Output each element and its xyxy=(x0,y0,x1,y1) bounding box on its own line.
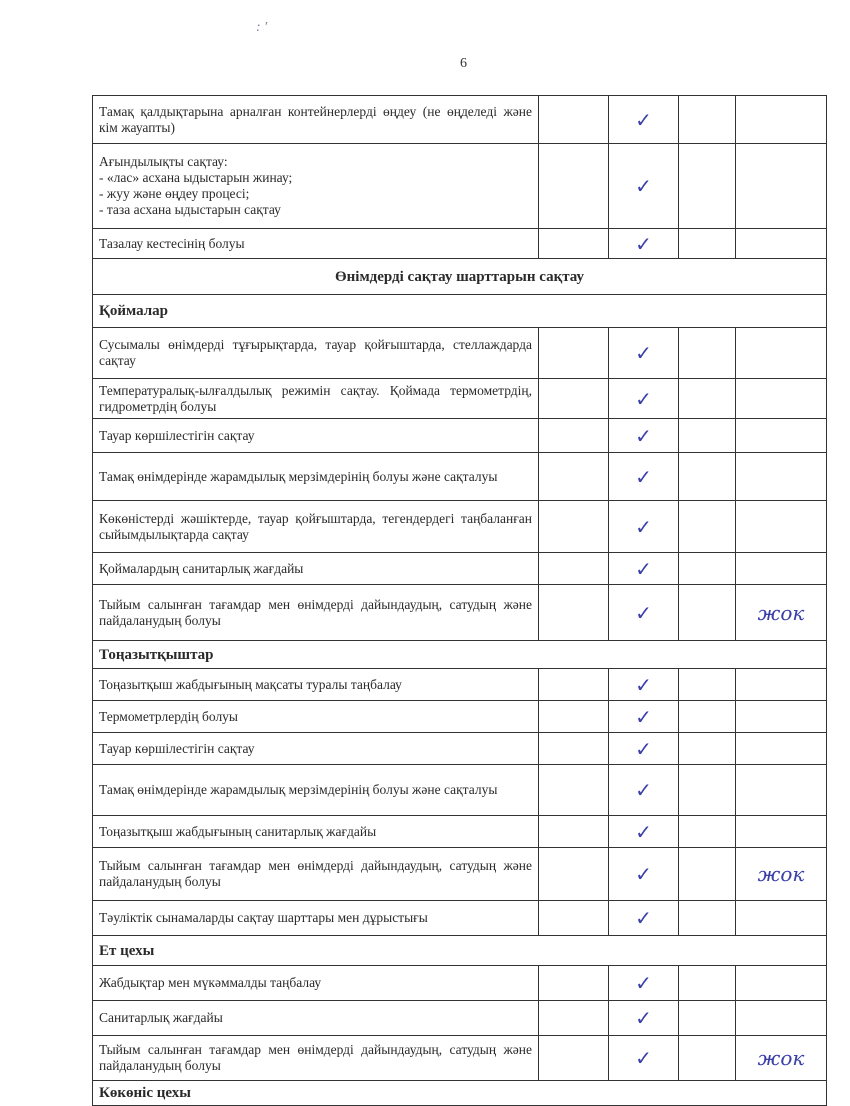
check-cell xyxy=(609,96,679,144)
column-blank-1 xyxy=(539,1001,609,1036)
column-blank-1 xyxy=(539,585,609,641)
requirement-text: Тауар көршілестігін сақтау xyxy=(93,733,539,765)
checkmark-icon: ✓ xyxy=(635,672,652,697)
note-cell xyxy=(736,901,827,936)
check-cell xyxy=(609,669,679,701)
checklist-row xyxy=(93,501,827,553)
checkmark-icon: ✓ xyxy=(635,174,652,198)
requirement-text: Санитарлық жағдайы xyxy=(93,1001,539,1036)
subsection-header-row xyxy=(93,295,827,328)
checkmark-icon: ✓ xyxy=(635,1006,652,1030)
column-blank-2 xyxy=(679,229,736,259)
checklist-row xyxy=(93,96,827,144)
column-blank-2 xyxy=(679,816,736,848)
check-cell xyxy=(609,901,679,936)
subsection-title: Қоймалар xyxy=(93,295,827,328)
checkmark-icon: ✓ xyxy=(635,423,652,448)
column-blank-2 xyxy=(679,453,736,501)
note-cell xyxy=(736,701,827,733)
check-cell xyxy=(609,816,679,848)
checklist-row xyxy=(93,765,827,816)
column-blank-1 xyxy=(539,733,609,765)
column-blank-2 xyxy=(679,96,736,144)
checkmark-icon: ✓ xyxy=(635,600,652,625)
column-blank-2 xyxy=(679,379,736,419)
checklist-row xyxy=(93,669,827,701)
column-blank-2 xyxy=(679,669,736,701)
column-blank-2 xyxy=(679,501,736,553)
column-blank-2 xyxy=(679,419,736,453)
note-cell xyxy=(736,328,827,379)
note-cell xyxy=(736,765,827,816)
subsection-header-row xyxy=(93,641,827,669)
checkmark-icon: ✓ xyxy=(635,464,652,489)
check-cell xyxy=(609,765,679,816)
checklist-row xyxy=(93,701,827,733)
requirement-text: Қоймалардың санитарлық жағдайы xyxy=(93,553,539,585)
check-cell xyxy=(609,848,679,901)
requirement-text: Жабдықтар мен мүкәммалды таңбалау xyxy=(93,966,539,1001)
checkmark-icon: ✓ xyxy=(635,1046,652,1070)
column-blank-1 xyxy=(539,816,609,848)
checkmark-icon: ✓ xyxy=(635,704,652,729)
checkmark-icon: ✓ xyxy=(635,862,652,886)
checkmark-icon: ✓ xyxy=(635,778,652,802)
column-blank-1 xyxy=(539,501,609,553)
checklist-row xyxy=(93,848,827,901)
column-blank-1 xyxy=(539,144,609,229)
requirement-text: Көкөністерді жәшіктерде, тауар қойғыштарда, тегендердегі таңбаланған сыйымдылықтарда сақтау xyxy=(93,501,539,553)
checklist-row xyxy=(93,379,827,419)
check-cell xyxy=(609,229,679,259)
checklist-row xyxy=(93,585,827,641)
requirement-text: Тамақ өнімдерінде жарамдылық мерзімдерінің болуы және сақталуы xyxy=(93,453,539,501)
note-cell xyxy=(736,816,827,848)
subsection-header-row xyxy=(93,1081,827,1106)
check-cell xyxy=(609,501,679,553)
check-cell xyxy=(609,453,679,501)
note-cell: жок xyxy=(736,585,827,641)
check-cell xyxy=(609,733,679,765)
note-cell xyxy=(736,229,827,259)
checkmark-icon: ✓ xyxy=(635,107,652,132)
requirement-text: Тыйым салынған тағамдар мен өнімдерді дайындаудың, сатудың және пайдаланудың болуы xyxy=(93,1036,539,1081)
check-cell xyxy=(609,585,679,641)
column-blank-1 xyxy=(539,701,609,733)
section-header-row xyxy=(93,259,827,295)
checklist-row xyxy=(93,328,827,379)
subsection-header-row xyxy=(93,936,827,966)
requirement-text: Ағындылықты сақтау: - «лас» асхана ыдыстарын жинау; - жуу және өңдеу процесі; - таза асхана ыдыстарын сақтау xyxy=(93,144,539,229)
column-blank-1 xyxy=(539,1036,609,1081)
check-cell xyxy=(609,144,679,229)
section-title: Өнімдерді сақтау шарттарын сақтау xyxy=(93,259,827,295)
column-blank-2 xyxy=(679,765,736,816)
note-cell: жок xyxy=(736,848,827,901)
checklist-row xyxy=(93,229,827,259)
page-number: 6 xyxy=(460,56,467,71)
requirement-text: Тәуліктік сынамаларды сақтау шарттары мен дұрыстығы xyxy=(93,901,539,936)
column-blank-2 xyxy=(679,328,736,379)
subsection-title: Көкөніс цехы xyxy=(93,1081,827,1106)
column-blank-2 xyxy=(679,733,736,765)
check-cell xyxy=(609,966,679,1001)
column-blank-1 xyxy=(539,419,609,453)
check-cell xyxy=(609,419,679,453)
column-blank-2 xyxy=(679,966,736,1001)
column-blank-1 xyxy=(539,848,609,901)
column-blank-2 xyxy=(679,1001,736,1036)
checklist-row xyxy=(93,144,827,229)
requirement-text: Тыйым салынған тағамдар мен өнімдерді дайындаудың, сатудың және пайдаланудың болуы xyxy=(93,585,539,641)
column-blank-2 xyxy=(679,848,736,901)
column-blank-2 xyxy=(679,901,736,936)
checkmark-icon: ✓ xyxy=(635,819,652,844)
column-blank-2 xyxy=(679,1036,736,1081)
checklist-row xyxy=(93,733,827,765)
checkmark-icon: ✓ xyxy=(635,386,652,411)
checklist-row xyxy=(93,966,827,1001)
note-cell xyxy=(736,144,827,229)
checklist-row xyxy=(93,901,827,936)
column-blank-1 xyxy=(539,669,609,701)
note-cell xyxy=(736,453,827,501)
column-blank-2 xyxy=(679,585,736,641)
requirement-text: Тауар көршілестігін сақтау xyxy=(93,419,539,453)
checklist-row xyxy=(93,816,827,848)
column-blank-1 xyxy=(539,328,609,379)
checklist-row xyxy=(93,419,827,453)
column-blank-1 xyxy=(539,96,609,144)
requirement-text: Тоңазытқыш жабдығының санитарлық жағдайы xyxy=(93,816,539,848)
check-cell xyxy=(609,1036,679,1081)
note-cell xyxy=(736,96,827,144)
checkmark-icon: ✓ xyxy=(635,341,652,365)
requirement-text: Тыйым салынған тағамдар мен өнімдерді дайындаудың, сатудың және пайдаланудың болуы xyxy=(93,848,539,901)
subsection-title: Тоңазытқыштар xyxy=(93,641,827,669)
note-cell xyxy=(736,501,827,553)
column-blank-1 xyxy=(539,553,609,585)
check-cell xyxy=(609,701,679,733)
checkmark-icon: ✓ xyxy=(635,971,652,995)
column-blank-1 xyxy=(539,379,609,419)
column-blank-1 xyxy=(539,229,609,259)
note-cell: жок xyxy=(736,1036,827,1081)
checkmark-icon: ✓ xyxy=(635,514,652,539)
checklist-row xyxy=(93,453,827,501)
check-cell xyxy=(609,379,679,419)
note-cell xyxy=(736,379,827,419)
checklist-row xyxy=(93,1001,827,1036)
requirement-text: Тазалау кестесінің болуы xyxy=(93,229,539,259)
subsection-title: Ет цехы xyxy=(93,936,827,966)
requirement-text: Сусымалы өнімдерді тұғырықтарда, тауар қойғыштарда, стеллаждарда сақтау xyxy=(93,328,539,379)
column-blank-1 xyxy=(539,901,609,936)
column-blank-2 xyxy=(679,144,736,229)
column-blank-1 xyxy=(539,966,609,1001)
note-cell xyxy=(736,1001,827,1036)
requirement-text: Тамақ өнімдерінде жарамдылық мерзімдерінің болуы және сақталуы xyxy=(93,765,539,816)
check-cell xyxy=(609,328,679,379)
note-cell xyxy=(736,733,827,765)
requirement-text: Термометрлердің болуы xyxy=(93,701,539,733)
requirement-text: Температуралық-ылғалдылық режимін сақтау. Қоймада термометрдің, гидрометрдің болуы xyxy=(93,379,539,419)
check-cell xyxy=(609,553,679,585)
inspection-checklist-table xyxy=(92,95,827,1106)
checkmark-icon: ✓ xyxy=(635,231,652,256)
note-cell xyxy=(736,419,827,453)
note-cell xyxy=(736,966,827,1001)
checkmark-icon: ✓ xyxy=(635,736,652,761)
check-cell xyxy=(609,1001,679,1036)
column-blank-1 xyxy=(539,453,609,501)
column-blank-2 xyxy=(679,701,736,733)
pen-scribble: : ′ xyxy=(256,20,268,35)
requirement-text: Тоңазытқыш жабдығының мақсаты туралы таңбалау xyxy=(93,669,539,701)
checkmark-icon: ✓ xyxy=(635,906,652,930)
note-cell xyxy=(736,669,827,701)
requirement-text: Тамақ қалдықтарына арналған контейнерлерді өңдеу (не өңделеді және кім жауапты) xyxy=(93,96,539,144)
column-blank-2 xyxy=(679,553,736,585)
column-blank-1 xyxy=(539,765,609,816)
checklist-row xyxy=(93,1036,827,1081)
checkmark-icon: ✓ xyxy=(635,556,652,581)
checklist-row xyxy=(93,553,827,585)
note-cell xyxy=(736,553,827,585)
